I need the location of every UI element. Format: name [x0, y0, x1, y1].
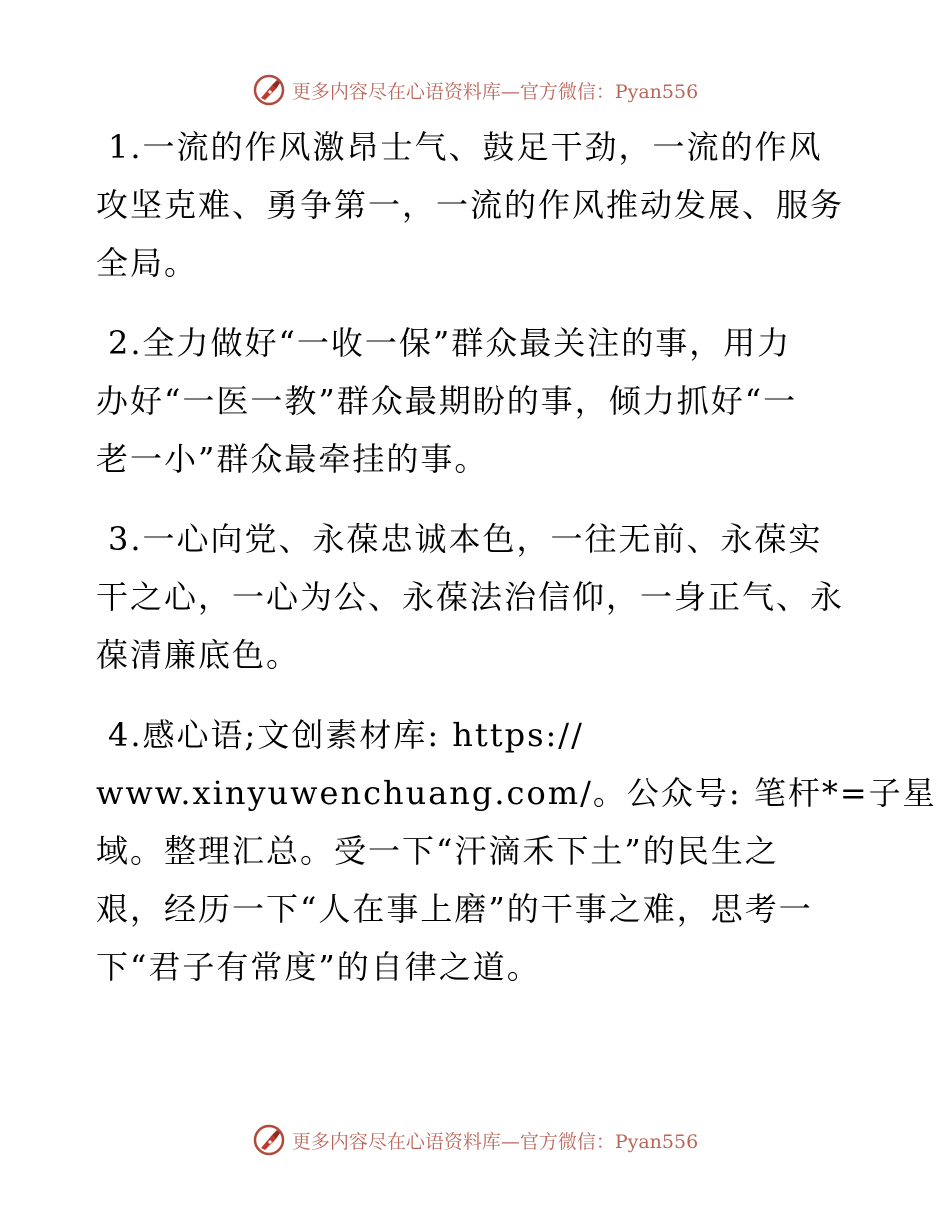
- paragraph-line: 域。整理汇总。受一下“汗滴禾下土”的民生之: [96, 832, 779, 870]
- watermark-footer: [0, 1120, 950, 1160]
- pen-nib-logo-icon: [252, 73, 286, 107]
- paragraph-line: 3.一心向党、永葆忠诚本色，一往无前、永葆实: [108, 520, 823, 558]
- paragraph-line: 干之心，一心为公、永葆法治信仰，一身正气、永: [96, 578, 845, 616]
- paragraph-line: 葆清廉底色。: [96, 636, 301, 674]
- paragraph-line: 2.全力做好“一收一保”群众最关注的事，用力: [108, 324, 792, 362]
- paragraph-line: 老一小”群众最牵挂的事。: [96, 440, 489, 478]
- paragraph-line: 艰，经历一下“人在事上磨”的干事之难，思考一: [96, 890, 813, 928]
- paragraph-line: 攻坚克难、勇争第一，一流的作风推动发展、服务: [96, 186, 845, 224]
- paragraph-line: 全局。: [96, 244, 199, 282]
- watermark-header: [0, 70, 950, 110]
- paragraph-line: 1.一流的作风激昂士气、鼓足干劲，一流的作风: [108, 128, 823, 166]
- watermark-text: 更多内容尽在心语资料库—官方微信：Pyan556: [291, 80, 699, 103]
- paragraph-line: 办好“一医一教”群众最期盼的事，倾力抓好“一: [96, 382, 798, 420]
- pen-nib-logo-icon: [252, 1123, 286, 1157]
- paragraph-4: [96, 706, 937, 996]
- paragraph-3: [96, 510, 856, 684]
- paragraph-2: [96, 314, 856, 488]
- paragraph-1: [96, 118, 856, 292]
- paragraph-line: 下“君子有常度”的自律之道。: [96, 948, 541, 986]
- paragraph-line: www.xinyuwenchuang.com/。公众号: 笔杆*=子星: [96, 774, 937, 812]
- paragraph-line: 4.感心语;文创素材库: https://: [108, 716, 584, 754]
- watermark-text: 更多内容尽在心语资料库—官方微信：Pyan556: [291, 1130, 699, 1153]
- document-body: [96, 118, 937, 1018]
